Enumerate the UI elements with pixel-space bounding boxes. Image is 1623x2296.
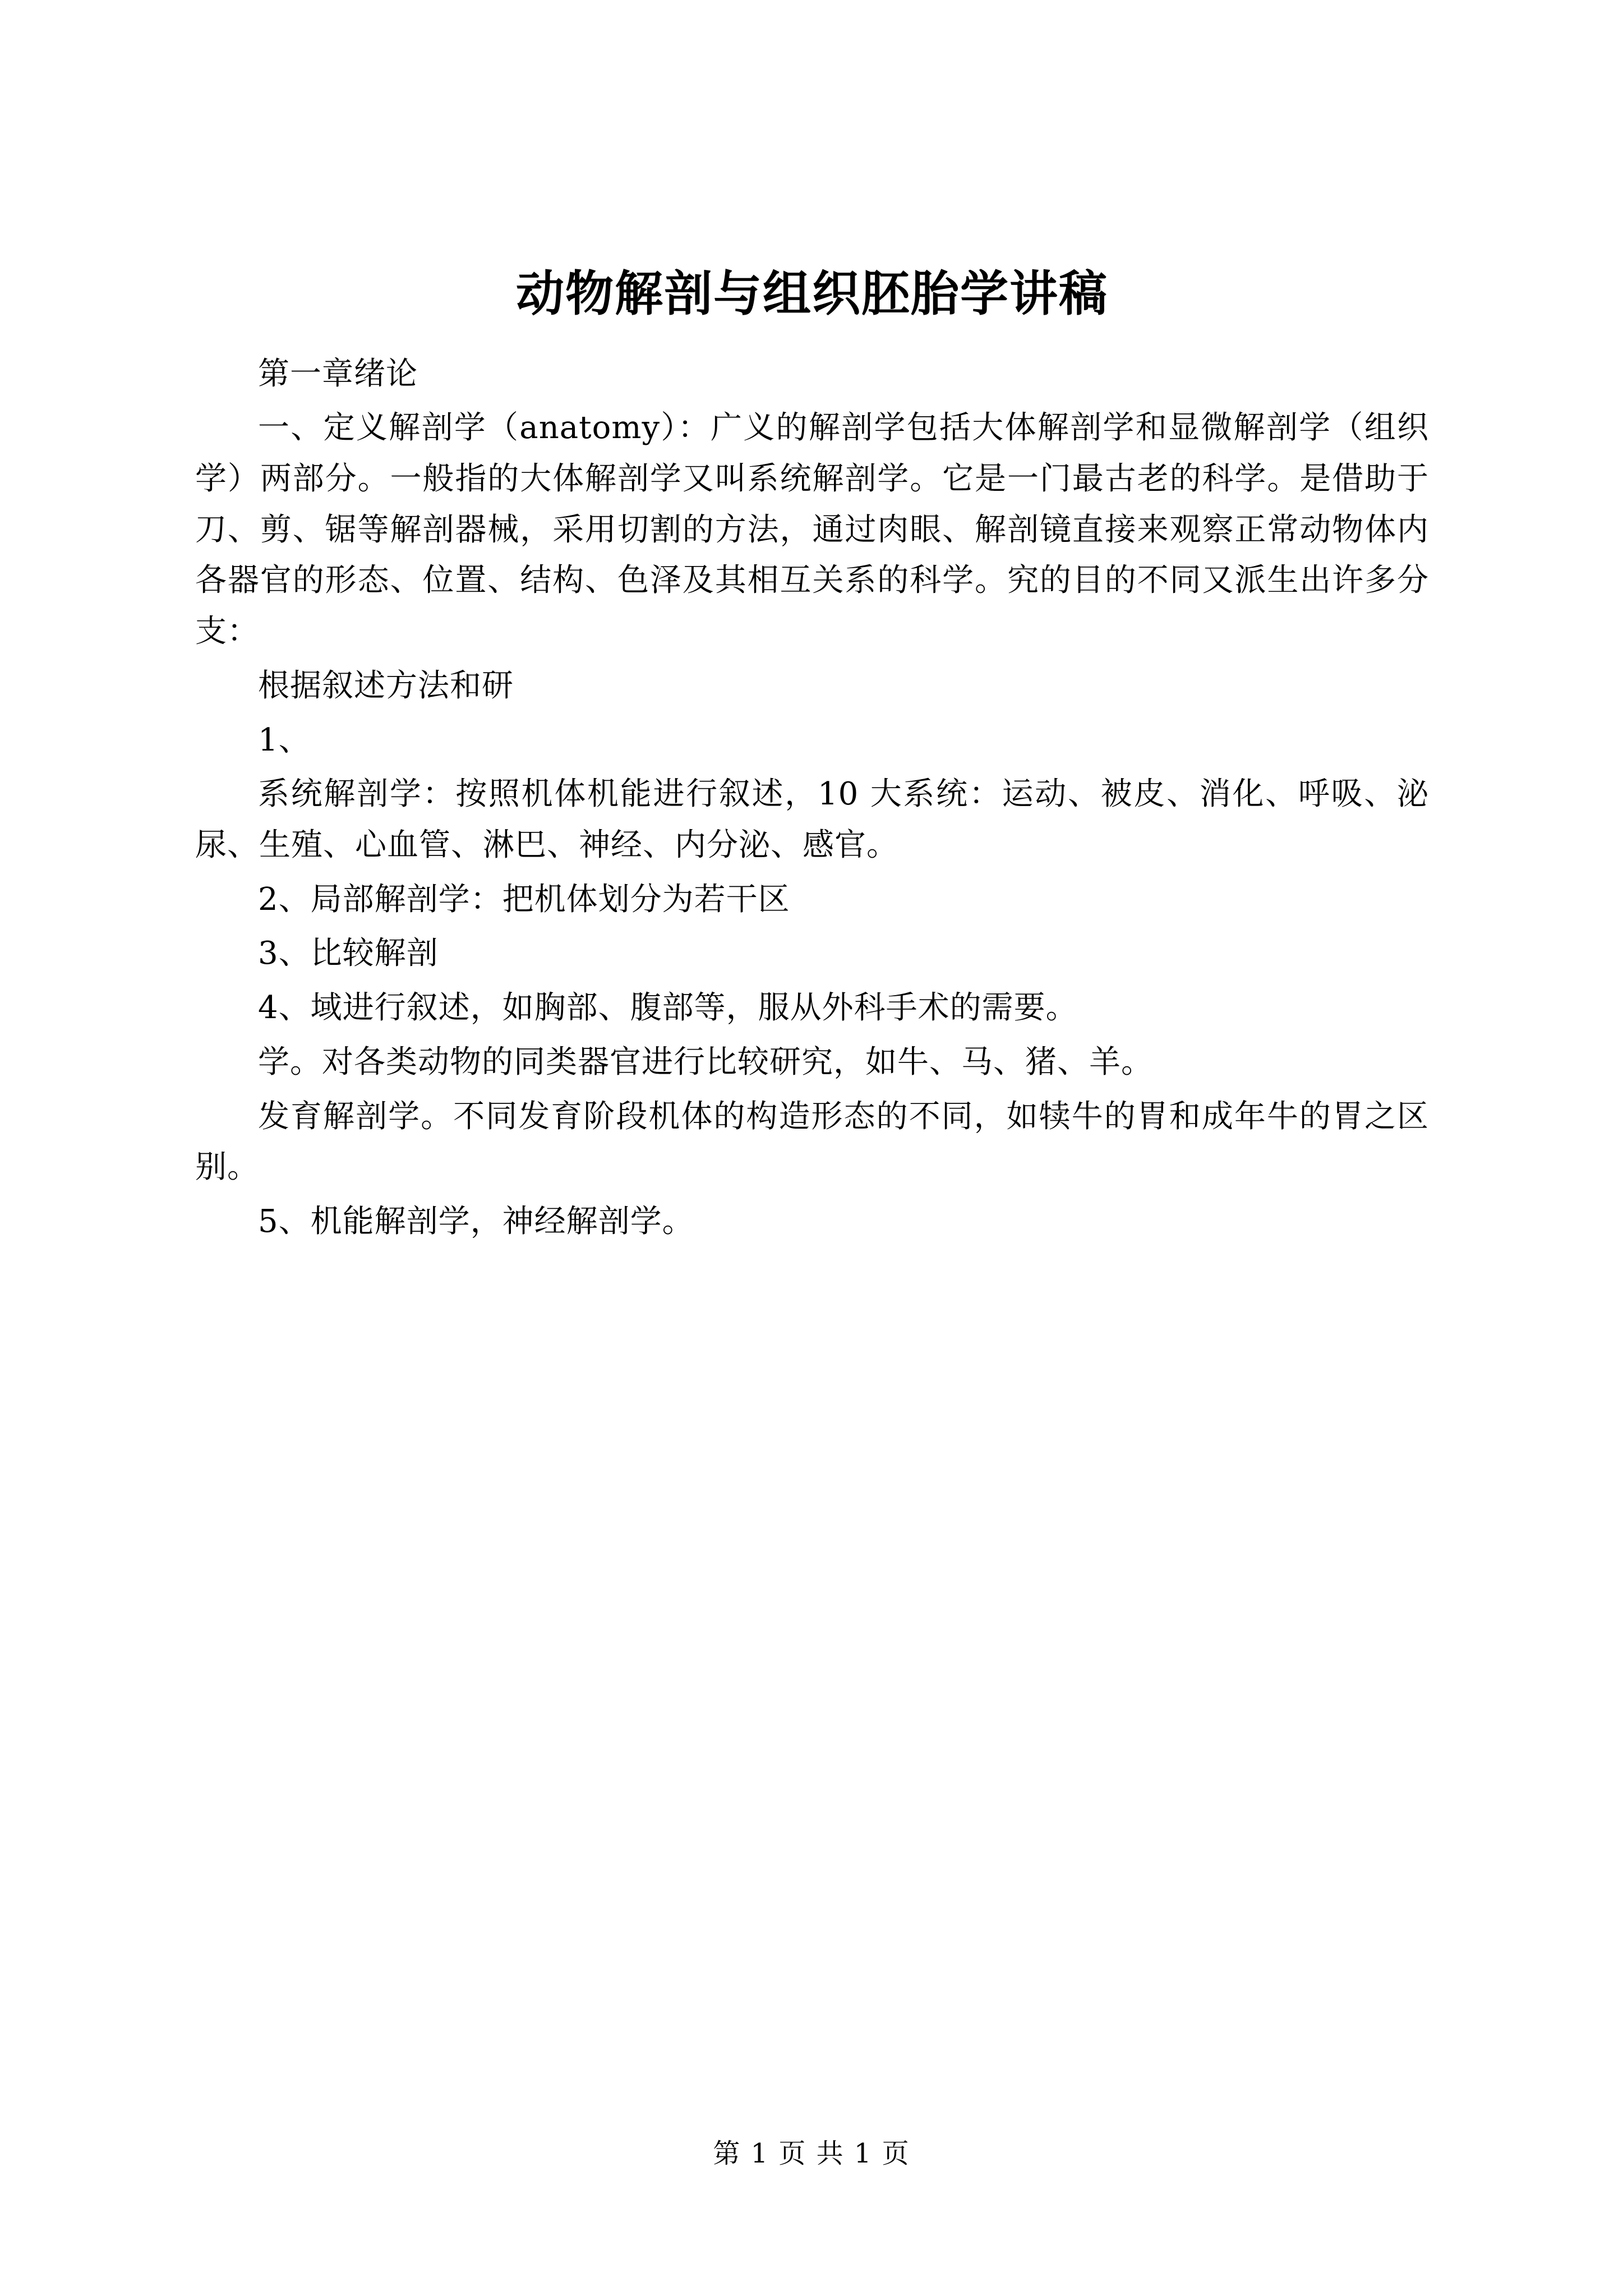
document-body [195,264,1429,1251]
paragraph-item-2: 2、局部解剖学：把机体划分为若干区 [258,881,790,918]
paragraph-item-5: 5、机能解剖学，神经解剖学。 [258,1203,694,1240]
paragraph-chapter-heading: 第一章绪论 [258,355,418,392]
paragraph-basis: 根据叙述方法和研 [258,667,514,704]
paragraph-definition: 一、定义解剖学（anatomy）：广义的解剖学包括大体解剖学和显微解剖学（组织学）两部分。一般指的大体解剖学又叫系统解剖学。它是一门最古老的科学。是借助于刀、剪、锯等解剖器械，采用切割的方法，通过肉眼、解剖镜直接来观察正常动物体内各器官的形态、位置、结构、色泽及其相互关系的科学。究的目的不同又派生出许多分支： [195,409,1429,650]
paragraph-item-1: 1、 [258,721,311,758]
paragraph-item-3: 3、比较解剖 [258,935,439,972]
page-title: 动物解剖与组织胚胎学讲稿 [516,265,1108,322]
paragraph-developmental-anatomy: 发育解剖学。不同发育阶段机体的构造形态的不同，如犊牛的胃和成年牛的胃之区别。 [195,1098,1429,1186]
page-footer: 第 1 页 共 1 页 [713,2138,910,2169]
paragraph-item-4: 4、域进行叙述，如胸部、腹部等，服从外科手术的需要。 [258,990,1078,1027]
paragraph-comparative-anatomy: 学。对各类动物的同类器官进行比较研究，如牛、马、猪、羊。 [258,1043,1153,1080]
paragraph-systemic-anatomy: 系统解剖学：按照机体机能进行叙述，10 大系统：运动、被皮、消化、呼吸、泌尿、生殖、心血管、淋巴、神经、内分泌、感官。 [195,776,1429,863]
